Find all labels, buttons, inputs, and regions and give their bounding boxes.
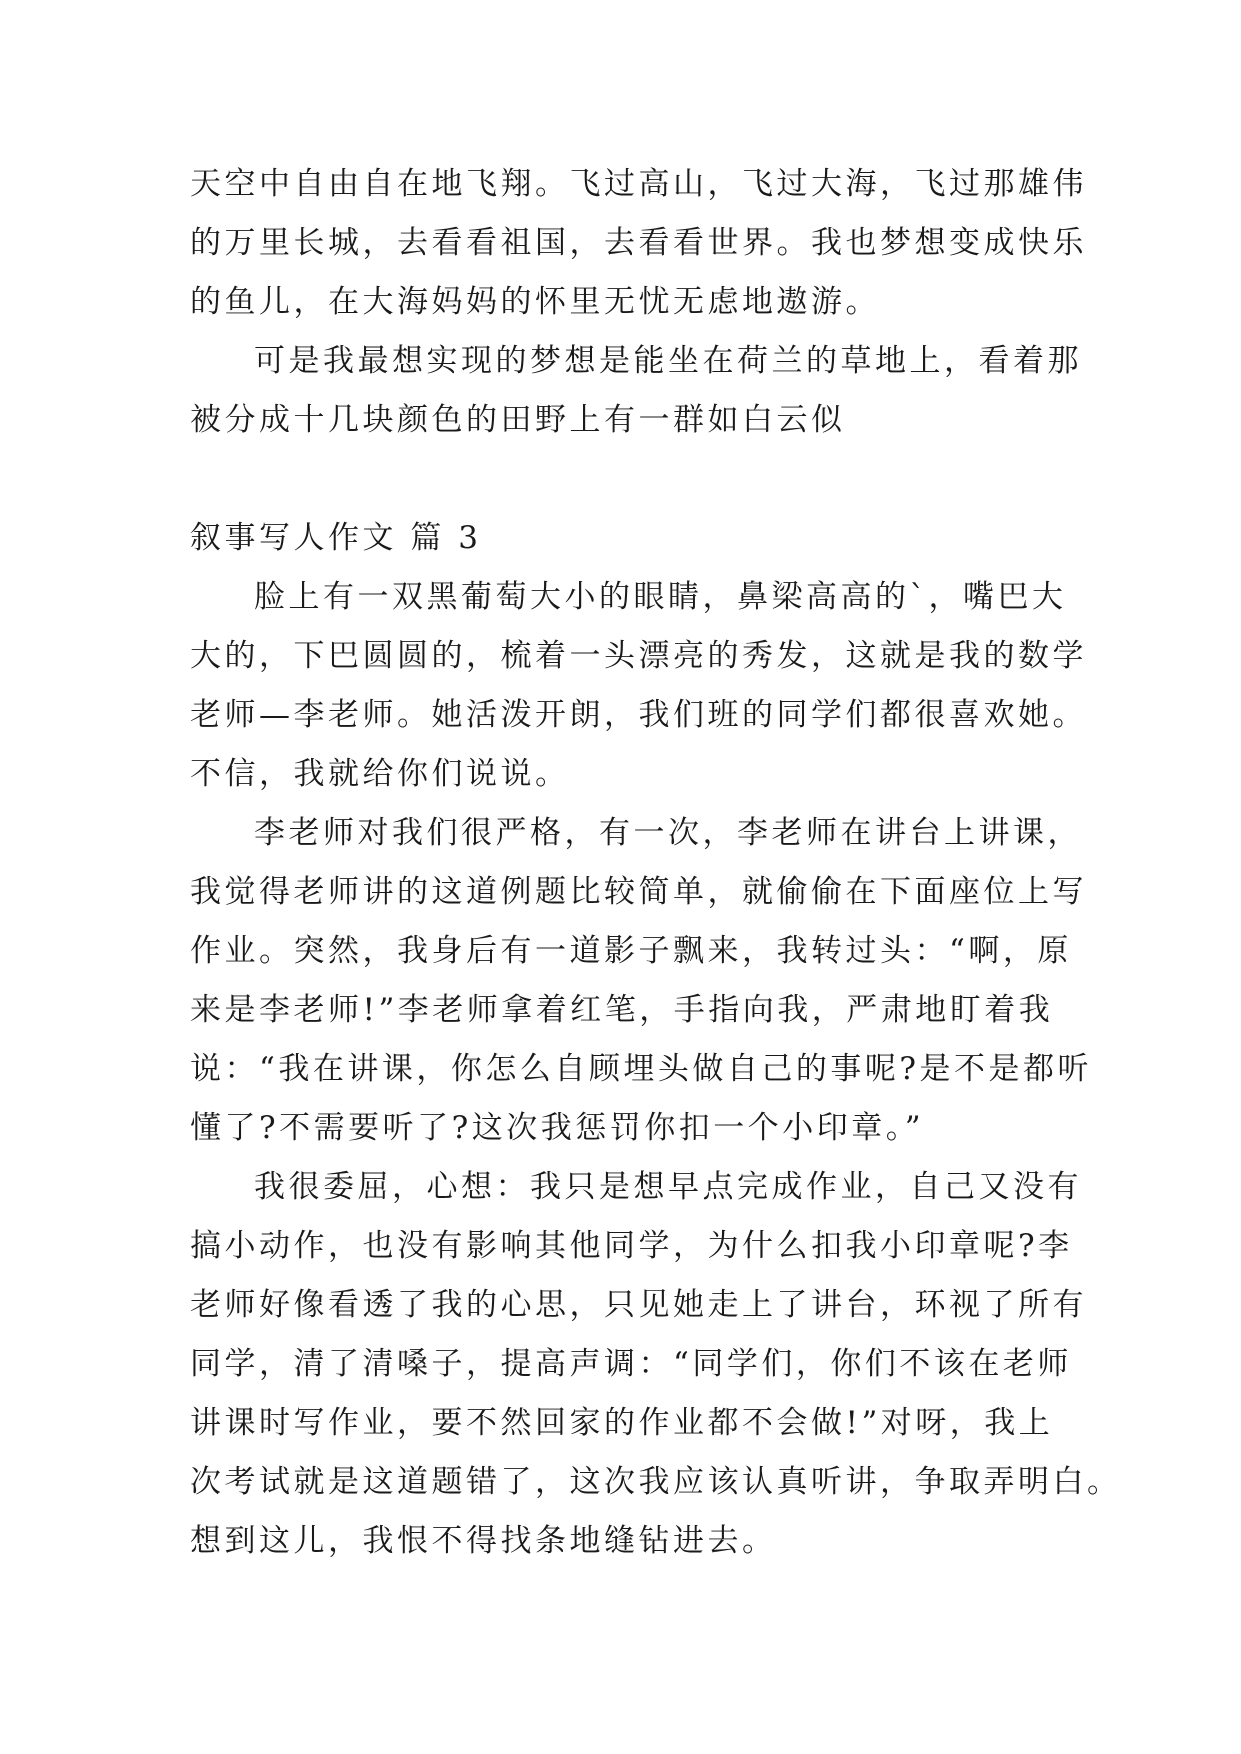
text-line: 懂了?不需要听了?这次我惩罚你扣一个小印章。” — [190, 1110, 925, 1146]
text-line: 老师好像看透了我的心思，只见她走上了讲台，环视了所有 — [190, 1287, 1087, 1323]
text-line: 讲课时写作业，要不然回家的作业都不会做!”对呀，我上 — [190, 1405, 1054, 1441]
text-line: 不信，我就给你们说说。 — [190, 756, 570, 792]
section-title: 叙事写人作文 篇 3 — [190, 520, 482, 556]
text-line: 的万里长城，去看看祖国，去看看世界。我也梦想变成快乐 — [190, 225, 1087, 261]
text-line: 我很委屈，心想：我只是想早点完成作业，自己又没有 — [254, 1169, 1082, 1205]
text-line: 说：“我在讲课，你怎么自顾埋头做自己的事呢?是不是都听 — [190, 1051, 1092, 1087]
text-line: 老师—李老师。她活泼开朗，我们班的同学们都很喜欢她。 — [190, 697, 1087, 733]
text-line: 被分成十几块颜色的田野上有一群如白云似 — [190, 402, 846, 438]
text-line: 大的，下巴圆圆的，梳着一头漂亮的秀发，这就是我的数学 — [190, 638, 1087, 674]
text-line: 脸上有一双黑葡萄大小的眼睛，鼻梁高高的`，嘴巴大 — [254, 579, 1067, 615]
text-line: 天空中自由自在地飞翔。飞过高山，飞过大海，飞过那雄伟 — [190, 166, 1087, 202]
text-line: 想到这儿，我恨不得找条地缝钻进去。 — [190, 1523, 777, 1559]
text-line: 次考试就是这道题错了，这次我应该认真听讲，争取弄明白。 — [190, 1464, 1122, 1500]
text-line: 李老师对我们很严格，有一次，李老师在讲台上讲课， — [254, 815, 1082, 851]
text-line: 的鱼儿，在大海妈妈的怀里无忧无虑地遨游。 — [190, 284, 880, 320]
text-line: 搞小动作，也没有影响其他同学，为什么扣我小印章呢?李 — [190, 1228, 1073, 1264]
text-line: 同学，清了清嗓子，提高声调：“同学们，你们不该在老师 — [190, 1346, 1072, 1382]
text-line: 作业。突然，我身后有一道影子飘来，我转过头：“啊，原 — [190, 933, 1072, 969]
text-line: 来是李老师!”李老师拿着红笔，手指向我，严肃地盯着我 — [190, 992, 1054, 1028]
text-line: 我觉得老师讲的这道例题比较简单，就偷偷在下面座位上写 — [190, 874, 1087, 910]
text-line: 可是我最想实现的梦想是能坐在荷兰的草地上，看着那 — [254, 343, 1082, 379]
